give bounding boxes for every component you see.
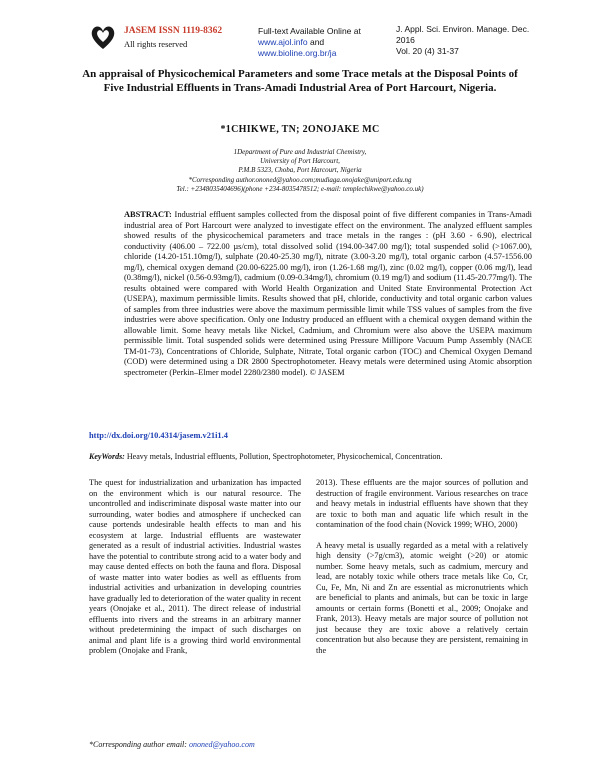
abstract-text: Industrial effluent samples collected from the disposal point of five different companies in Trans-Amadi industrial area of Port Harcourt were analyzed to investigate effect on the environment. The analyzed effluent samples showed results of the physicochemical parameters and trace metals in the ranges : (pH 3.60 - 6.90), electrical conductivity (406.00 – 722.00 µs/cm), total dissolved solid (194.00-347.00 mg/l); total suspended solid (>1067.00), chloride (14.20-151.10mg/l), sulphate (20.40-25.30 mg/l), nitrate (3.00-3.20 mg/l), total organic carbon (4.57-1556.00 mg/l), chemical oxygen demand (20.00-6225.00 mg/l), iron (1.26-1.68 mg/l), zinc (0.02 mg/l), copper (0.06 mg/l), lead (0.38mg/l), nickel (0.56-0.93mg/l), cadmium (0.09-0.34mg/l), chromium (0.19 mg/l) and sodium (11.45-20.77mg/l). The results obtained were compared with World Health Organization and United State Environmental Protection Act (USEPA), maximum permissible limits. Results showed that pH, chloride, conductivity and total organic carbon values of samples from three industries were above the maximum permissible limit while TSS values of samples from the five industries were above specification. Only one Industry produced an effluent with a chemical oxygen demand within the allowable limit. Some heavy metals like Nickel, Cadmium, and Chromium were also above the USEPA maximum permissible limit. Total suspended solids were determined using Pressure Millipore Vacuum Pump Assembly (NACE TM-01-73), Concentrations of Chloride, Sulphate, Nitrate, Total organic carbon (TOC) and Chemical Oxygen Demand (COD) were determined using a DR 2800 Spectrophotometer. Heavy metals were determined using Atomic absorption spectrometer (Perkin–Elmer model 2280/2380 model). © JASEM <box>124 210 532 377</box>
abstract-label: ABSTRACT: <box>124 210 172 219</box>
footnote-email[interactable]: ononed@yahoo.com <box>188 740 255 749</box>
affiliation-line: P.M.B 5323, Choba, Port Harcourt, Nigeria <box>238 166 362 175</box>
fulltext-availability <box>258 26 368 59</box>
affiliation-line: 1Department of Pure and Industrial Chemistry, <box>233 148 367 156</box>
footnote-label: *Corresponding author email: <box>89 740 189 749</box>
keywords <box>89 452 532 462</box>
keywords-label: KeyWords: <box>89 452 125 461</box>
fulltext-and: and <box>307 37 325 47</box>
affiliation-line: *Corresponding author.ononed@yahoo.com;mudiaga.onojake@uniport.edu.ng <box>188 175 412 184</box>
affiliation-line: University of Port Harcourt, <box>260 157 340 166</box>
ajol-link[interactable]: www.ajol.info <box>258 37 308 47</box>
jasem-logo-icon <box>88 22 118 52</box>
body-column-left <box>89 478 301 667</box>
abstract <box>124 210 532 378</box>
corresponding-author-footnote <box>89 740 255 749</box>
rights-notice: All rights reserved <box>124 39 188 49</box>
paper-title: An appraisal of Physicochemical Parameters and some Trace metals at the Disposal Points of Five Industrial Effluents in Trans-Amadi Industrial Area of Port Harcourt, Nigeria. <box>82 68 518 94</box>
keywords-text: Heavy metals, Industrial effluents, Pollution, Spectrophotometer, Physicochemical, Concentration. <box>124 452 443 461</box>
bioline-link[interactable]: www.bioline.org.br/ja <box>258 48 337 58</box>
fulltext-label: Full-text Available Online at <box>258 26 361 36</box>
journal-issn: JASEM ISSN 1119-8362 <box>124 26 223 36</box>
body-paragraph: 2013). These effluents are the major sources of pollution and destruction of fragile environment. Various researches on trace and heavy metals in industrial effluents have shown that they are toxic to both man and aquatic life which result in the contamination of the food chain (Novick 1999; WHO, 2000) <box>316 478 528 529</box>
journal-volume: Vol. 20 (4) 31-37 <box>396 46 459 56</box>
journal-name: J. Appl. Sci. Environ. Manage. Dec. 2016 <box>396 24 530 45</box>
body-paragraph: A heavy metal is usually regarded as a metal with a relatively high density (>7g/cm3), atomic weight (>20) or atomic number. Some heavy metals, such as cadmium, mercury and lead, are notably toxic while others trace metals like Co, Cr, Cu, Fe, Mn, Ni and Zn are essential as micronutrients which are beneficial to plants and animals, but can be toxic in large amounts or certain forms (Bonetti et al., 2009; Onojake and Frank, 2013). Heavy metals are major source of pollution not just because they are toxic above a relatively certain concentration but also because they are persistent, remaining in the <box>316 540 528 655</box>
author-affiliation <box>80 148 520 194</box>
journal-citation <box>396 24 536 57</box>
doi-link[interactable]: http://dx.doi.org/10.4314/jasem.v21i1.4 <box>89 431 228 440</box>
affiliation-line: Tel.: +2348035404696)(phone +234-8035478512; e-mail: templechikwe@yahoo.co.uk) <box>176 184 424 193</box>
paper-authors: *1CHIKWE, TN; 2ONOJAKE MC <box>220 124 380 135</box>
body-paragraph: The quest for industrialization and urbanization has impacted on the environment which is our natural resource. The uncontrolled and indiscriminate disposal waste matter into our surrounding, water bodies and atmosphere if unchecked can cause portends undesirable health effects to man and his ecosystem at large. Industrial effluents are wastewater generated as a result of industrial activities. Industrial wastes have the potential to contribute strong acid to a water body and may cause dented effects on both the fauna and flora. Disposal of waste matter into water bodies as well as effluents from industrial activities and urbanization in developing countries have gradually led to deterioration of the water quality in recent years (Onojake et al., 2011). The direct release of industrial effluents into rivers and the streams in an arbitrary manner without predetermining the impact of such discharges on animal and plant life is a growing third world environmental problem (Onojake and Frank, <box>89 478 301 655</box>
body-column-right <box>316 478 528 666</box>
